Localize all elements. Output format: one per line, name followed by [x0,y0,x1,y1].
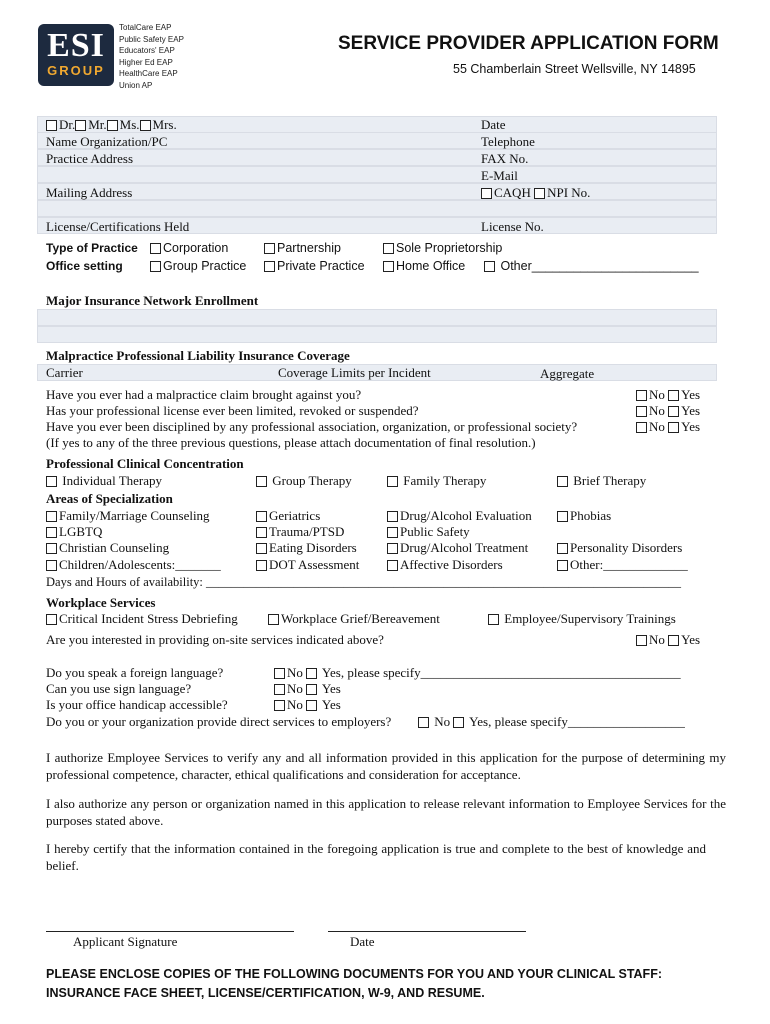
checkbox-q1-no[interactable] [636,390,647,401]
label-no: No [287,697,303,712]
label-children: Children/Adolescents:_______ [59,557,221,572]
label-home-office: Home Office [396,259,466,273]
checkbox-caqh[interactable] [481,188,492,199]
authorization-paragraph-2: I also authorize any person or organization named in this application to release relevant information to Employee Services for the purposes stated above. [46,796,726,828]
option-christian [46,540,169,556]
label-applicant-signature: Applicant Signature [73,934,178,949]
authorization-paragraph-1: I authorize Employee Services to verify any and all information provided in this application for the purpose of determining my professional competence, character, ethical qualifications and consideration for acceptance. [46,750,726,782]
option-corporation [150,241,228,255]
checkbox-geriatrics[interactable] [256,511,267,522]
field-row-practice-address[interactable] [37,149,717,166]
checkbox-other-specialty[interactable] [557,560,568,571]
label-yes: Yes [321,681,341,696]
option-private-practice [264,259,365,273]
label-drug-treat: Drug/Alcohol Treatment [400,540,529,555]
option-individual-therapy [46,473,162,489]
checkbox-direct-yes[interactable] [453,717,464,728]
label-type-of-practice: Type of Practice [46,241,138,255]
label-name-organization: Name Organization/PC [46,134,168,149]
answer-q2 [636,403,700,419]
option-trauma [256,524,344,540]
label-trainings: Employee/Supervisory Trainings [504,611,676,626]
signature-line[interactable] [46,931,294,932]
checkbox-group-therapy[interactable] [256,476,267,487]
answer-direct [418,714,685,730]
logo-subtext: GROUP [47,63,105,78]
option-critical-incident [46,611,238,627]
section-specialization: Areas of Specialization [46,491,173,506]
label-mr: Mr. [88,117,107,132]
checkbox-handicap-yes[interactable] [306,700,317,711]
label-critical-incident: Critical Incident Stress Debriefing [59,611,238,626]
label-corporation: Corporation [163,241,229,255]
field-row-mailing-address[interactable] [37,183,717,200]
checkbox-grief[interactable] [268,614,279,625]
option-eating [256,540,357,556]
label-other: Other________________________ [500,259,699,273]
label-yes: Yes [321,697,341,712]
checkbox-christian[interactable] [46,543,57,554]
option-public-safety [387,524,470,540]
option-brief-therapy [557,473,646,489]
label-trauma: Trauma/PTSD [269,524,345,539]
checkbox-drug-eval[interactable] [387,511,398,522]
label-no: No [434,714,451,729]
label-email: E-Mail [481,168,518,183]
checkbox-handicap-no[interactable] [274,700,285,711]
checkbox-q3-yes[interactable] [668,422,679,433]
section-clinical-concentration: Professional Clinical Concentration [46,456,244,471]
checkbox-mr[interactable] [75,120,86,131]
label-family-therapy: Family Therapy [403,473,487,488]
label-yes-specify: Yes, please specify________________________________________ [321,665,681,680]
option-family-therapy [387,473,486,489]
checkbox-ms[interactable] [107,120,118,131]
question-note: (If yes to any of the three previous questions, please attach documentation of final resolution.) [46,435,536,450]
answer-handicap [274,697,341,713]
label-dr: Dr. [59,117,76,132]
checkbox-affective[interactable] [387,560,398,571]
option-children [46,557,221,573]
checkbox-public-safety[interactable] [387,527,398,538]
label-carrier: Carrier [46,365,83,380]
certification-paragraph: I hereby certify that the information contained in the foregoing application is true and complete to the best of knowledge and belief. [46,841,706,873]
checkbox-sign-yes[interactable] [306,684,317,695]
label-ms: Ms. [119,117,140,132]
checkbox-children[interactable] [46,560,57,571]
checkbox-individual-therapy[interactable] [46,476,57,487]
option-home-office [383,259,465,273]
field-insurance-network-1[interactable] [37,309,717,326]
checkbox-partnership[interactable] [264,243,275,254]
option-group-therapy [256,473,352,489]
label-npi: NPI No. [547,185,591,200]
label-eating: Eating Disorders [269,540,357,555]
option-lgbtq [46,524,102,540]
salutation-group [46,117,177,133]
checkbox-other[interactable] [484,261,495,272]
option-dot [256,557,359,573]
label-personality: Personality Disorders [570,540,683,555]
program-item: Higher Ed EAP [119,57,173,67]
label-phobias: Phobias [570,508,612,523]
label-affective: Affective Disorders [400,557,503,572]
option-other [484,259,699,273]
label-yes-specify: Yes, please specify__________________ [469,714,685,729]
option-affective [387,557,503,573]
field-insurance-network-2[interactable] [37,326,717,343]
label-office-setting: Office setting [46,259,123,273]
label-other-specialty: Other:_____________ [570,557,688,572]
label-yes: Yes [681,419,701,434]
label-christian: Christian Counseling [59,540,170,555]
question-malpractice-claim: Have you ever had a malpractice claim brought against you? [46,387,362,402]
program-item: Educators' EAP [119,46,175,55]
label-aggregate: Aggregate [540,366,595,381]
program-list [119,22,184,91]
availability-field[interactable]: Days and Hours of availability: ____________________________________________________________________________ [46,575,682,589]
question-handicap: Is your office handicap accessible? [46,697,228,712]
label-caqh: CAQH [494,185,531,200]
logo-text: ESI [47,27,105,64]
checkbox-eating[interactable] [256,543,267,554]
checkbox-foreign-yes[interactable] [306,668,317,679]
label-drug-eval: Drug/Alcohol Evaluation [400,508,532,523]
label-geriatrics: Geriatrics [269,508,321,523]
option-personality [557,540,682,556]
checkbox-private-practice[interactable] [264,261,275,272]
checkbox-onsite-yes[interactable] [668,635,679,646]
esi-group-logo [38,24,114,86]
label-individual-therapy: Individual Therapy [62,473,163,488]
option-trainings [488,611,676,627]
label-no: No [287,681,303,696]
checkbox-lgbtq[interactable] [46,527,57,538]
question-sign-language: Can you use sign language? [46,681,192,696]
question-foreign-language: Do you speak a foreign language? [46,665,224,680]
checkbox-corporation[interactable] [150,243,161,254]
label-no: No [649,403,665,418]
option-grief [268,611,440,627]
caqh-npi-group [481,185,590,201]
field-row-mailing-address-2[interactable] [37,200,717,217]
option-other-specialty [557,557,688,573]
answer-foreign [274,665,681,681]
checkbox-trauma[interactable] [256,527,267,538]
checkbox-dr[interactable] [46,120,57,131]
date-line[interactable] [328,931,526,932]
label-coverage-limits: Coverage Limits per Incident [278,365,431,380]
label-group-therapy: Group Therapy [272,473,352,488]
label-fax: FAX No. [481,151,529,166]
label-signature-date: Date [350,934,375,949]
label-sole: Sole Proprietorship [396,241,503,255]
page-title: SERVICE PROVIDER APPLICATION FORM [338,33,719,54]
question-license-limited: Has your professional license ever been limited, revoked or suspended? [46,403,419,418]
footer-notice: PLEASE ENCLOSE COPIES OF THE FOLLOWING DOCUMENTS FOR YOU AND YOUR CLINICAL STAFF: INSURANCE FACE SHEET, LICENSE/CERTIFICATION, W-9, AND RESUME. [46,967,662,1000]
label-no: No [649,632,665,647]
option-drug-eval [387,508,532,524]
label-public-safety: Public Safety [400,524,470,539]
label-private-practice: Private Practice [277,259,365,273]
checkbox-home-office[interactable] [383,261,394,272]
label-brief-therapy: Brief Therapy [573,473,647,488]
checkbox-mrs[interactable] [140,120,151,131]
option-phobias [557,508,611,524]
option-geriatrics [256,508,320,524]
label-telephone: Telephone [481,134,535,149]
label-date: Date [481,117,506,132]
answer-q1 [636,387,700,403]
field-row-practice-address-2[interactable] [37,166,717,183]
checkbox-family-therapy[interactable] [387,476,398,487]
checkbox-sole[interactable] [383,243,394,254]
label-license-held: License/Certifications Held [46,219,190,234]
checkbox-brief-therapy[interactable] [557,476,568,487]
checkbox-phobias[interactable] [557,511,568,522]
answer-q3 [636,419,700,435]
program-item: TotalCare EAP [119,23,172,32]
checkbox-q2-yes[interactable] [668,406,679,417]
label-partnership: Partnership [277,241,341,255]
checkbox-q3-no[interactable] [636,422,647,433]
checkbox-q1-yes[interactable] [668,390,679,401]
question-onsite: Are you interested in providing on-site services indicated above? [46,632,384,647]
option-drug-treat [387,540,528,556]
checkbox-personality[interactable] [557,543,568,554]
section-insurance-network: Major Insurance Network Enrollment [46,293,259,308]
label-mrs: Mrs. [152,117,177,132]
label-lgbtq: LGBTQ [59,524,103,539]
checkbox-family-marriage[interactable] [46,511,57,522]
section-workplace: Workplace Services [46,595,156,610]
checkbox-q2-no[interactable] [636,406,647,417]
answer-onsite [636,632,700,648]
option-sole-proprietorship [383,241,502,255]
checkbox-sign-no[interactable] [274,684,285,695]
option-group-practice [150,259,246,273]
label-no: No [649,387,665,402]
label-yes: Yes [681,387,701,402]
label-group-practice: Group Practice [163,259,247,273]
checkbox-npi[interactable] [534,188,545,199]
label-no: No [287,665,303,680]
checkbox-drug-treat[interactable] [387,543,398,554]
answer-sign [274,681,341,697]
checkbox-group-practice[interactable] [150,261,161,272]
checkbox-critical-incident[interactable] [46,614,57,625]
option-family-marriage [46,508,210,524]
label-no: No [649,419,665,434]
label-yes: Yes [681,632,701,647]
checkbox-direct-no[interactable] [418,717,429,728]
label-yes: Yes [681,403,701,418]
label-mailing-address: Mailing Address [46,185,133,200]
question-direct-services: Do you or your organization provide direct services to employers? [46,714,392,729]
program-item: Union AP [119,80,153,90]
header-address: 55 Chamberlain Street Wellsville, NY 14895 [453,62,696,76]
label-family-marriage: Family/Marriage Counseling [59,508,210,523]
program-item: Public Safety EAP [119,34,184,44]
label-license-no: License No. [481,219,544,234]
checkbox-onsite-no[interactable] [636,635,647,646]
question-disciplined: Have you ever been disciplined by any professional association, organization, or professional society? [46,419,578,434]
section-malpractice: Malpractice Professional Liability Insurance Coverage [46,348,350,363]
label-dot: DOT Assessment [269,557,360,572]
label-grief: Workplace Grief/Bereavement [281,611,440,626]
checkbox-dot[interactable] [256,560,267,571]
checkbox-trainings[interactable] [488,614,499,625]
checkbox-foreign-no[interactable] [274,668,285,679]
label-practice-address: Practice Address [46,151,134,166]
program-item: HealthCare EAP [119,69,178,78]
option-partnership [264,241,341,255]
